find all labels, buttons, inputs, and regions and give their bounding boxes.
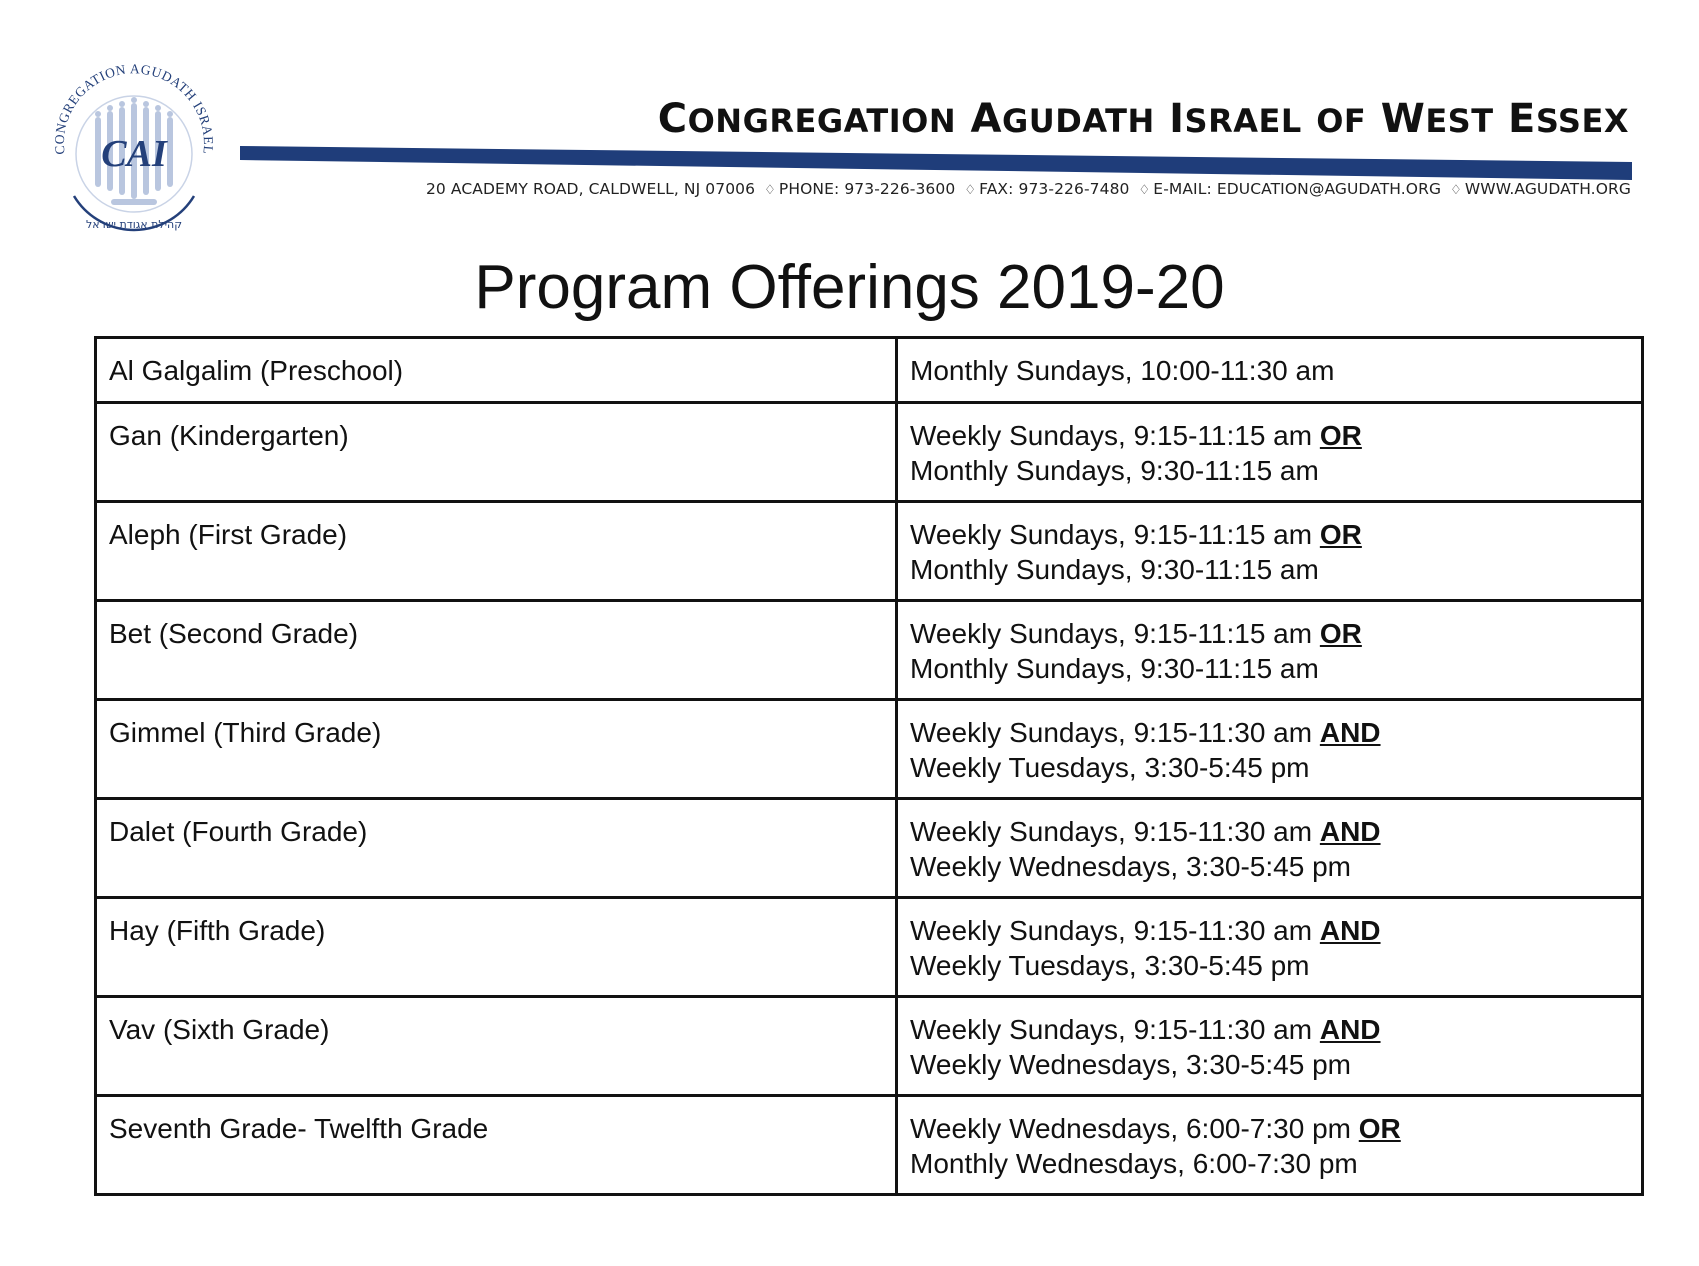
conjunction-label: AND [1319,816,1381,847]
table-row [96,997,1643,1096]
schedule-line: Weekly Sundays, 9:15-11:15 am OR [910,420,1362,451]
table-row [96,700,1643,799]
schedule-line: Weekly Sundays, 9:15-11:15 am OR [910,618,1362,649]
email-text: E-MAIL: EDUCATION@AGUDATH.ORG [1153,180,1442,198]
conjunction-label: AND [1319,915,1381,946]
bell-icon: ♢ [1138,183,1151,198]
page-title: Program Offerings 2019-20 [474,253,1225,322]
website-text: WWW.AGUDATH.ORG [1464,180,1631,198]
schedule-line: Weekly Sundays, 9:15-11:30 am AND [910,816,1381,847]
table-row [96,502,1643,601]
program-name-cell: Al Galgalim (Preschool) [96,338,897,403]
schedule-cell [897,601,1643,700]
schedule-line: Monthly Sundays, 9:30-11:15 am [910,653,1319,684]
program-schedule-table [94,336,1644,1196]
bell-icon: ♢ [764,183,776,198]
schedule-line: Weekly Tuesdays, 3:30-5:45 pm [910,752,1310,783]
conjunction-label: OR [1319,420,1362,451]
table-row [96,1096,1643,1195]
schedule-cell [897,898,1643,997]
program-name-cell: Gimmel (Third Grade) [96,700,897,799]
table-row [96,338,1643,403]
schedule-line: Weekly Sundays, 9:15-11:30 am AND [910,717,1381,748]
schedule-line: Monthly Wednesdays, 6:00-7:30 pm [910,1148,1358,1179]
schedule-line: Weekly Sundays, 9:15-11:15 am OR [910,519,1362,550]
program-name-cell: Dalet (Fourth Grade) [96,799,897,898]
table-row [96,799,1643,898]
schedule-line: Weekly Sundays, 9:15-11:30 am AND [910,915,1381,946]
conjunction-label: OR [1358,1113,1401,1144]
schedule-line: Weekly Wednesdays, 6:00-7:30 pm OR [910,1113,1401,1144]
schedule-line: Monthly Sundays, 9:30-11:15 am [910,455,1319,486]
program-name-cell: Bet (Second Grade) [96,601,897,700]
svg-text:CAI: CAI [101,133,167,175]
phone-text: PHONE: 973-226-3600 [778,180,956,198]
conjunction-label: OR [1319,519,1362,550]
address-text: 20 ACADEMY ROAD, CALDWELL, NJ 07006 [425,180,756,198]
table-row [96,403,1643,502]
schedule-cell [897,338,1643,403]
schedule-cell [897,997,1643,1096]
schedule-cell [897,799,1643,898]
svg-text:קהילת אגודת ישראל: קהילת אגודת ישראל [85,218,183,231]
organization-name: CONGREGATION AGUDATH ISRAEL OF WEST ESSEX [657,96,1629,142]
schedule-line: Weekly Tuesdays, 3:30-5:45 pm [910,950,1310,981]
header-swoosh [240,140,1632,182]
conjunction-label: OR [1319,618,1362,649]
schedule-line: Monthly Sundays, 9:30-11:15 am [910,554,1319,585]
schedule-line: Weekly Wednesdays, 3:30-5:45 pm [910,851,1351,882]
schedule-cell [897,403,1643,502]
table-row [96,601,1643,700]
bell-icon: ♢ [964,183,977,198]
table-row [96,898,1643,997]
program-name-cell: Aleph (First Grade) [96,502,897,601]
program-name-cell: Gan (Kindergarten) [96,403,897,502]
congregation-logo [44,56,224,236]
conjunction-label: AND [1319,717,1381,748]
svg-text:CONGREGATION AGUDATH ISRAEL: CONGREGATION AGUDATH ISRAEL [51,61,217,156]
contact-info [426,180,1631,198]
schedule-cell [897,502,1643,601]
schedule-line: Weekly Sundays, 9:15-11:30 am AND [910,1014,1381,1045]
schedule-cell [897,1096,1643,1195]
program-name-cell: Seventh Grade- Twelfth Grade [96,1096,897,1195]
fax-text: FAX: 973-226-7480 [979,180,1130,198]
conjunction-label: AND [1319,1014,1381,1045]
program-name-cell: Vav (Sixth Grade) [96,997,897,1096]
schedule-line: Weekly Wednesdays, 3:30-5:45 pm [910,1049,1351,1080]
program-name-cell: Hay (Fifth Grade) [96,898,897,997]
schedule-cell [897,700,1643,799]
schedule-line: Monthly Sundays, 10:00-11:30 am [910,355,1335,386]
bell-icon: ♢ [1450,183,1462,198]
